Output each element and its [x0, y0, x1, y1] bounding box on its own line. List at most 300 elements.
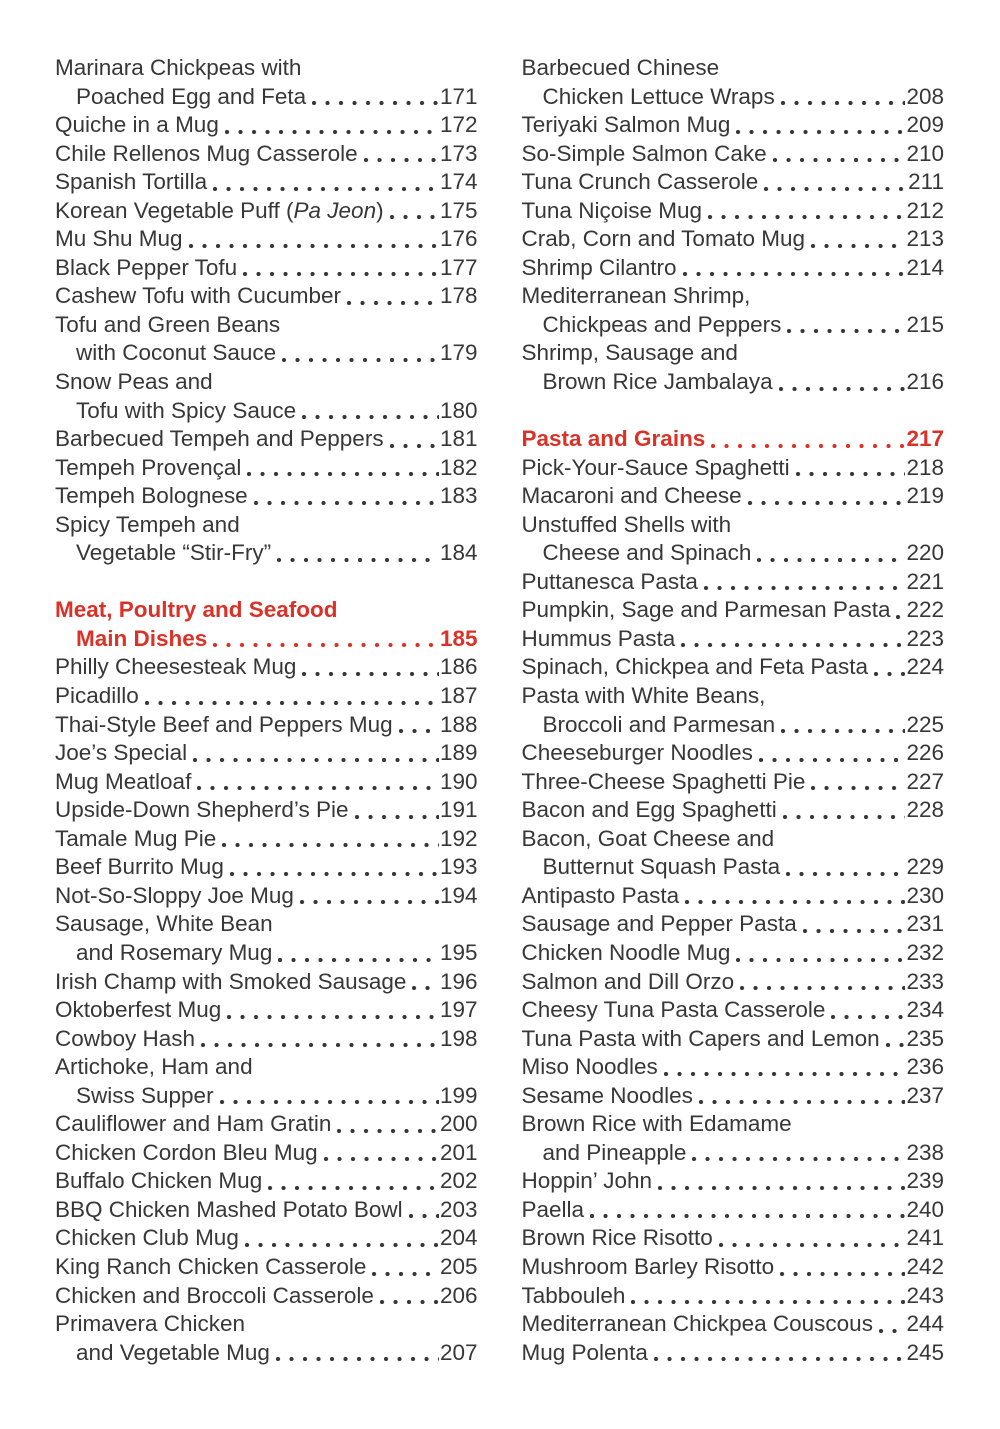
toc-entry-line — [522, 825, 945, 854]
toc-entry — [55, 1282, 478, 1311]
dot-leader — [699, 1100, 906, 1104]
toc-entry-line — [55, 768, 478, 797]
entry-text: Brown Rice with Edamame — [521, 1111, 792, 1137]
entry-text: Cheesy Tuna Pasta Casserole — [521, 997, 826, 1023]
entry-text: Joe’s Special — [55, 740, 188, 766]
dot-leader — [664, 1072, 906, 1076]
page-number: 190 — [439, 768, 478, 794]
page-number: 233 — [906, 968, 944, 994]
entry-text: Pumpkin, Sage and Parmesan Pasta — [521, 597, 891, 623]
entry-text: Irish Champ with Smoked Sausage — [55, 968, 407, 994]
toc-entry — [522, 282, 945, 339]
toc-entry-line — [55, 1282, 478, 1311]
toc-entry — [522, 140, 945, 169]
dot-leader — [145, 701, 439, 705]
toc-section-continued — [522, 54, 945, 397]
entry-title — [55, 768, 191, 797]
toc-entry-line — [55, 653, 478, 682]
toc-entry-line — [55, 1310, 478, 1339]
page-number: 234 — [906, 997, 944, 1023]
page-number: 204 — [439, 1225, 478, 1251]
toc-entry-line — [55, 511, 478, 540]
dot-leader — [786, 872, 905, 876]
entry-text: Marinara Chickpeas with — [55, 55, 302, 80]
toc-entry — [522, 1025, 945, 1054]
entry-text: Bacon, Goat Cheese and — [521, 825, 775, 851]
entry-title — [522, 197, 703, 226]
toc-entry-line — [522, 682, 945, 711]
toc-entry — [55, 1224, 478, 1253]
entry-title — [522, 254, 677, 283]
toc-entry-line — [55, 140, 478, 169]
dot-leader — [831, 1015, 905, 1019]
entry-text: Poached Egg and Feta — [76, 83, 307, 109]
entry-text: Cheese and Spinach — [542, 540, 752, 566]
dot-leader — [811, 244, 905, 248]
toc-entry-line — [522, 1196, 945, 1225]
entry-text: Main Dishes — [76, 625, 208, 651]
toc-entry-line — [55, 1224, 478, 1253]
entry-text: Tuna Niçoise Mug — [521, 197, 702, 223]
page-number: 226 — [906, 740, 944, 766]
entry-text: Tofu with Spicy Sauce — [76, 397, 297, 423]
page-number: 175 — [439, 197, 478, 223]
page-number: 176 — [439, 226, 478, 252]
entry-title — [522, 939, 731, 968]
toc-entry-line — [522, 282, 945, 311]
dot-leader — [222, 843, 439, 847]
page-number: 227 — [906, 768, 944, 794]
entry-title — [522, 282, 751, 311]
toc-entry — [522, 768, 945, 797]
toc-entry-line — [522, 1253, 945, 1282]
toc-entry-line — [522, 939, 945, 968]
entry-title — [522, 1167, 653, 1196]
toc-entry — [55, 111, 478, 140]
toc-entry — [522, 1196, 945, 1225]
toc-entry — [522, 568, 945, 597]
toc-entry-line — [55, 682, 478, 711]
page-number: 232 — [906, 939, 944, 965]
dot-leader — [874, 672, 905, 676]
entry-title — [522, 1196, 585, 1225]
entry-title — [522, 482, 742, 511]
page-number: 240 — [906, 1196, 944, 1222]
page-number: 224 — [906, 654, 944, 680]
dot-leader — [811, 786, 905, 790]
entry-text: Macaroni and Cheese — [521, 483, 742, 509]
toc-entry — [55, 511, 478, 568]
entry-text: Tabbouleh — [521, 1282, 626, 1308]
entry-text: Beef Burrito Mug — [55, 854, 224, 880]
page-number: 221 — [906, 568, 944, 594]
page-number: 206 — [439, 1282, 478, 1308]
entry-title — [522, 768, 806, 797]
toc-entry — [522, 1339, 945, 1368]
toc-entry-line — [522, 968, 945, 997]
toc-entry — [522, 197, 945, 226]
page-number: 222 — [906, 597, 944, 623]
entry-text: Swiss Supper — [76, 1082, 214, 1108]
toc-entry-line — [522, 1310, 945, 1339]
page-number: 189 — [439, 740, 478, 766]
entry-text: Tuna Pasta with Capers and Lemon — [521, 1025, 880, 1051]
toc-entry — [55, 311, 478, 368]
entry-title — [55, 83, 306, 112]
toc-entry — [522, 682, 945, 739]
entry-text: Cowboy Hash — [55, 1025, 196, 1051]
entry-title — [55, 225, 183, 254]
toc-entry — [55, 1025, 478, 1054]
entry-text: Three-Cheese Spaghetti Pie — [521, 768, 806, 794]
entry-title — [55, 1253, 366, 1282]
dot-leader — [412, 986, 439, 990]
page-number: 195 — [439, 939, 478, 965]
toc-entry-line — [522, 996, 945, 1025]
toc-entry — [522, 1310, 945, 1339]
entry-title — [55, 825, 216, 854]
entry-title — [55, 1082, 214, 1111]
toc-entry — [55, 282, 478, 311]
toc-entry-line — [522, 54, 945, 83]
entry-title — [55, 539, 271, 568]
dot-leader — [783, 815, 906, 819]
toc-entry-line — [55, 1339, 478, 1368]
entry-title — [55, 368, 213, 397]
toc-entry-line — [55, 254, 478, 283]
page-number: 229 — [906, 854, 944, 880]
page-number: 244 — [906, 1311, 944, 1337]
toc-entry-line — [55, 853, 478, 882]
page-number: 198 — [439, 1025, 478, 1051]
dot-leader — [278, 958, 439, 962]
entry-text: Butternut Squash Pasta — [542, 854, 781, 880]
entry-text: Sesame Noodles — [521, 1082, 693, 1108]
toc-entry-line — [522, 1053, 945, 1082]
entry-text: Unstuffed Shells with — [521, 511, 732, 537]
toc-section — [55, 596, 478, 1367]
toc-entry-line — [55, 311, 478, 340]
toc-entry — [522, 454, 945, 483]
page-number: 183 — [439, 483, 478, 509]
entry-title — [522, 1310, 873, 1339]
toc-column-right — [522, 54, 945, 1367]
section-heading-line — [55, 596, 478, 625]
page-number: 192 — [439, 825, 478, 851]
toc-entry-line — [55, 996, 478, 1025]
entry-text: Artichoke, Ham and — [55, 1054, 253, 1080]
entry-text: Mediterranean Chickpea Couscous — [521, 1311, 873, 1337]
page-number: 217 — [906, 426, 944, 452]
dot-leader — [399, 729, 439, 733]
entry-title — [522, 910, 797, 939]
entry-text: Quiche in a Mug — [55, 112, 219, 138]
entry-text: Sausage and Pepper Pasta — [521, 911, 797, 937]
toc-entry — [55, 825, 478, 854]
toc-entry-line — [55, 711, 478, 740]
entry-text: Cheeseburger Noodles — [521, 740, 753, 766]
toc-entry-line — [522, 168, 945, 197]
page-number: 216 — [906, 369, 944, 395]
entry-title — [55, 511, 240, 540]
toc-entry-line — [522, 254, 945, 283]
entry-title — [522, 1025, 880, 1054]
entry-text: Picadillo — [55, 683, 139, 709]
entry-title — [522, 1139, 687, 1168]
dot-leader — [759, 758, 906, 762]
page-number: 205 — [439, 1253, 478, 1279]
toc-entry-line — [55, 168, 478, 197]
entry-title — [522, 83, 775, 112]
dot-leader — [268, 1186, 439, 1190]
toc-entry — [522, 111, 945, 140]
entry-text: Pasta with White Beans, — [521, 683, 766, 709]
toc-entry — [55, 996, 478, 1025]
toc-entry-line — [55, 1082, 478, 1111]
dot-leader — [757, 558, 905, 562]
toc-entry-line — [522, 653, 945, 682]
toc-entry — [522, 825, 945, 882]
entry-title — [55, 254, 237, 283]
entry-text: with Coconut Sauce — [76, 340, 277, 366]
entry-title — [522, 168, 759, 197]
entry-text: Teriyaki Salmon Mug — [521, 112, 731, 138]
dot-leader — [803, 929, 906, 933]
page-number: 191 — [439, 797, 478, 823]
toc-entry — [55, 1110, 478, 1139]
entry-title — [522, 1339, 648, 1368]
entry-title — [55, 425, 384, 454]
dot-leader — [683, 272, 906, 276]
toc-entry — [522, 1282, 945, 1311]
page-number: 188 — [439, 711, 478, 737]
toc-entry-line — [55, 939, 478, 968]
toc-entry-line — [522, 1224, 945, 1253]
entry-title — [522, 825, 775, 854]
toc-entry — [522, 1053, 945, 1082]
dot-leader — [748, 501, 906, 505]
page-number: 203 — [439, 1196, 478, 1222]
page-number: 201 — [439, 1139, 478, 1165]
page-number: 243 — [906, 1282, 944, 1308]
toc-entry-line — [55, 1253, 478, 1282]
toc-entry — [522, 482, 945, 511]
entry-text: Brown Rice Risotto — [521, 1225, 713, 1251]
page-number: 237 — [906, 1082, 944, 1108]
entry-text: Mug Polenta — [521, 1339, 648, 1365]
toc-entry-line — [55, 1167, 478, 1196]
toc-section-continued — [55, 54, 478, 568]
toc-entry — [55, 1053, 478, 1110]
page-number: 219 — [906, 483, 944, 509]
page-number: 218 — [906, 454, 944, 480]
page-number: 173 — [439, 140, 478, 166]
entry-title — [55, 739, 187, 768]
toc-entry — [55, 653, 478, 682]
entry-title — [55, 996, 221, 1025]
page-number: 199 — [439, 1082, 478, 1108]
page-number: 213 — [906, 226, 944, 252]
dot-leader — [372, 1272, 439, 1276]
dot-leader — [681, 643, 905, 647]
dot-leader — [213, 187, 439, 191]
page-number: 197 — [439, 997, 478, 1023]
entry-title — [522, 739, 753, 768]
dot-leader — [780, 1272, 905, 1276]
entry-text: Salmon and Dill Orzo — [521, 968, 735, 994]
entry-title — [522, 653, 868, 682]
entry-text: Mug Meatloaf — [55, 768, 192, 794]
entry-text: Tamale Mug Pie — [55, 825, 217, 851]
toc-entry — [55, 225, 478, 254]
toc-entry — [55, 796, 478, 825]
entry-title — [55, 168, 207, 197]
toc-entry — [55, 1253, 478, 1282]
dot-leader — [658, 1186, 905, 1190]
toc-entry-line — [55, 1139, 478, 1168]
toc-entry-line — [55, 482, 478, 511]
dot-leader — [781, 101, 906, 105]
toc-entry-line — [55, 1053, 478, 1082]
dot-leader — [380, 1300, 439, 1304]
entry-title — [55, 339, 276, 368]
page-number: 236 — [906, 1054, 944, 1080]
toc-entry — [55, 482, 478, 511]
toc-entry — [522, 882, 945, 911]
entry-text: Thai-Style Beef and Peppers Mug — [55, 711, 393, 737]
page-number: 180 — [439, 397, 478, 423]
toc-entry-line — [522, 197, 945, 226]
dot-leader — [302, 672, 439, 676]
page-number: 212 — [906, 197, 944, 223]
dot-leader — [276, 1357, 439, 1361]
entry-text: Barbecued Chinese — [521, 55, 720, 80]
toc-entry-line — [522, 1339, 945, 1368]
entry-text: Snow Peas and — [55, 369, 213, 395]
entry-title — [55, 939, 272, 968]
entry-title — [522, 454, 790, 483]
dot-leader — [220, 1100, 439, 1104]
entry-text: Tofu and Green Beans — [55, 311, 281, 337]
entry-text: Crab, Corn and Tomato Mug — [521, 226, 805, 252]
toc-entry-line — [522, 311, 945, 340]
entry-title — [55, 968, 406, 997]
entry-title — [55, 1167, 262, 1196]
toc-entry-line — [522, 482, 945, 511]
entry-text: Chicken Cordon Bleu Mug — [55, 1139, 318, 1165]
entry-title — [55, 1196, 403, 1225]
toc-entry — [522, 910, 945, 939]
dot-leader — [764, 187, 907, 191]
toc-entry — [55, 711, 478, 740]
entry-title — [522, 968, 735, 997]
entry-title — [522, 796, 777, 825]
dot-leader — [719, 1243, 906, 1247]
toc-entry — [522, 339, 945, 396]
entry-text: Cauliflower and Ham Gratin — [55, 1111, 332, 1137]
toc-entry-line — [55, 83, 478, 112]
section-heading-title — [522, 425, 706, 454]
entry-title — [522, 54, 720, 83]
page-number: 174 — [439, 169, 478, 195]
page-number: 230 — [906, 882, 944, 908]
page-number: 208 — [906, 83, 944, 109]
toc-entry — [522, 54, 945, 111]
entry-title — [55, 711, 393, 740]
entry-title — [55, 1025, 195, 1054]
entry-text: and Pineapple — [542, 1139, 687, 1165]
toc-entry-line — [55, 339, 478, 368]
toc-entry — [522, 1167, 945, 1196]
dot-leader — [277, 558, 439, 562]
entry-title — [522, 311, 782, 340]
toc-entry-line — [55, 454, 478, 483]
toc-entry-line — [522, 768, 945, 797]
page-number: 193 — [439, 854, 478, 880]
dot-leader — [711, 444, 905, 448]
page-number: 231 — [906, 911, 944, 937]
entry-title — [522, 1082, 693, 1111]
entry-title — [55, 653, 296, 682]
dot-leader — [245, 1243, 439, 1247]
page-number: 185 — [439, 625, 478, 651]
dot-leader — [685, 900, 905, 904]
entry-title — [55, 882, 294, 911]
dot-leader — [193, 758, 439, 762]
dot-leader — [201, 1043, 439, 1047]
toc-entry — [55, 1139, 478, 1168]
dot-leader — [300, 900, 439, 904]
entry-text: Black Pepper Tofu — [55, 254, 238, 280]
entry-title — [55, 311, 280, 340]
entry-title — [522, 368, 773, 397]
toc-entry — [522, 939, 945, 968]
entry-title — [55, 1339, 270, 1368]
entry-text: Shrimp Cilantro — [521, 254, 677, 280]
entry-text: Chickpeas and Peppers — [542, 311, 782, 337]
toc-entry — [55, 882, 478, 911]
toc-entry — [522, 739, 945, 768]
toc-column-left — [55, 54, 478, 1367]
toc-entry — [522, 1224, 945, 1253]
entry-title — [522, 111, 731, 140]
toc-entry-line — [55, 1110, 478, 1139]
entry-title — [522, 539, 752, 568]
dot-leader — [390, 444, 439, 448]
dot-leader — [796, 472, 906, 476]
dot-leader — [324, 1157, 439, 1161]
toc-entry — [522, 796, 945, 825]
toc-entry — [55, 254, 478, 283]
entry-title — [55, 482, 248, 511]
dot-leader — [654, 1357, 906, 1361]
entry-text: Upside-Down Shepherd’s Pie — [55, 797, 349, 823]
dot-leader — [189, 244, 439, 248]
page-number: 225 — [906, 711, 944, 737]
entry-text: Barbecued Tempeh and Peppers — [55, 426, 384, 452]
dot-leader — [409, 1214, 439, 1218]
entry-title — [522, 339, 738, 368]
entry-text: Spinach, Chickpea and Feta Pasta — [521, 654, 868, 680]
entry-title — [55, 397, 296, 426]
italic-text: Pa Jeon — [293, 197, 377, 223]
entry-title — [55, 1310, 245, 1339]
toc-entry-line — [522, 568, 945, 597]
entry-title — [55, 910, 273, 939]
entry-text: Tempeh Bolognese — [55, 483, 248, 509]
page-number: 171 — [439, 83, 478, 109]
entry-text: Paella — [521, 1196, 585, 1222]
